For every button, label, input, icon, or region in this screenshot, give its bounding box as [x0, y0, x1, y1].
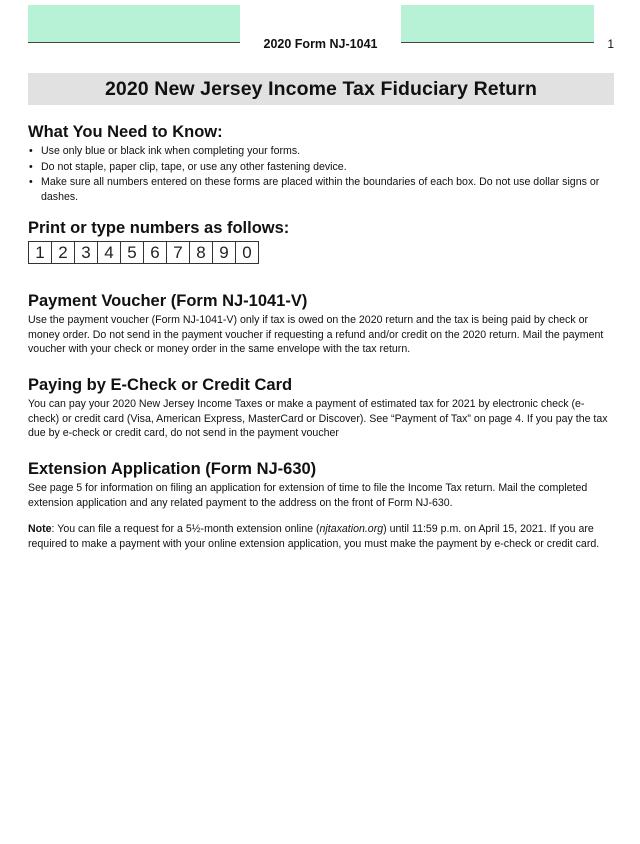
header-accent-left: [28, 5, 240, 42]
digit-box: 8: [189, 241, 213, 264]
need-to-know-section: [28, 123, 614, 205]
echeck-heading: Paying by E-Check or Credit Card: [28, 376, 293, 394]
page-title: 2020 New Jersey Income Tax Fiduciary Return: [104, 77, 538, 100]
extension-section: [28, 460, 614, 551]
page-number: 1: [607, 37, 614, 51]
list-item-text: Do not staple, paper clip, tape, or use any other fastening device.: [41, 160, 347, 173]
header-rule-right: [401, 42, 594, 43]
list-item-text: Use only blue or black ink when completing your forms.: [41, 145, 301, 157]
title-bar: [28, 73, 614, 105]
need-to-know-list: [28, 144, 614, 204]
form-id: 2020 Form NJ-1041: [263, 37, 378, 51]
bullet-icon: •: [29, 176, 33, 189]
digit-box: 4: [97, 241, 121, 264]
digit-box: 9: [212, 241, 236, 264]
header-rule-left: [28, 42, 240, 43]
voucher-section: [28, 292, 614, 357]
digit-box: 7: [166, 241, 190, 264]
list-item-text: Make sure all numbers entered on these forms are placed within the boundaries of each box. Do not use dollar signs or dashes.: [41, 176, 600, 203]
extension-heading: Extension Application (Form NJ-630): [28, 460, 317, 478]
digit-box: 1: [28, 241, 52, 264]
echeck-body: You can pay your 2020 New Jersey Income Taxes or make a payment of estimated tax for 2021 by electronic check (e-check) or credit card (Visa, American Express, MasterCard or Discover). See “Payment of Tax” on page 4. If you pay the tax due by e-check or credit card, do not send in the payment voucher: [28, 398, 608, 440]
list-item: [28, 160, 614, 174]
digit-box: 6: [143, 241, 167, 264]
digit-box: 3: [74, 241, 98, 264]
note-text-part1: : You can file a request for a 5½-month extension online (: [51, 523, 320, 536]
echeck-section: [28, 376, 614, 441]
digit-box: 0: [235, 241, 259, 264]
need-to-know-heading: What You Need to Know:: [28, 123, 223, 141]
note-website: njtaxation.org: [319, 523, 384, 536]
header-accent-right: [401, 5, 594, 42]
note-label: Note: [28, 523, 52, 536]
voucher-body: Use the payment voucher (Form NJ-1041-V) only if tax is owed on the 2020 return and the tax is being paid by check or money order. Do not send in the payment voucher if requesting a refund and/or credit on the 2020 return. Mail the payment voucher with your check or money order in the same envelope with the tax return.: [28, 314, 604, 356]
digit-box: 5: [120, 241, 144, 264]
extension-note: [28, 522, 614, 551]
digit-box: 2: [51, 241, 75, 264]
list-item: [28, 144, 614, 158]
extension-body: See page 5 for information on filing an application for extension of time to file the Income Tax return. Mail the completed extension application and any related payment to the address on the front of Form NJ-630.: [28, 482, 588, 509]
bullet-icon: •: [29, 145, 33, 157]
digit-boxes: [28, 241, 614, 264]
list-item: [28, 175, 614, 203]
voucher-heading: Payment Voucher (Form NJ-1041-V): [28, 292, 308, 310]
numbers-section: [28, 219, 614, 264]
bullet-icon: •: [29, 160, 33, 173]
note-text-part2: ) until 11:59 p.m. on April 15, 2021. If you are required to make a payment with your online extension application, you must make the payment by e-check or credit card.: [28, 523, 600, 550]
numbers-heading: Print or type numbers as follows:: [28, 219, 290, 237]
